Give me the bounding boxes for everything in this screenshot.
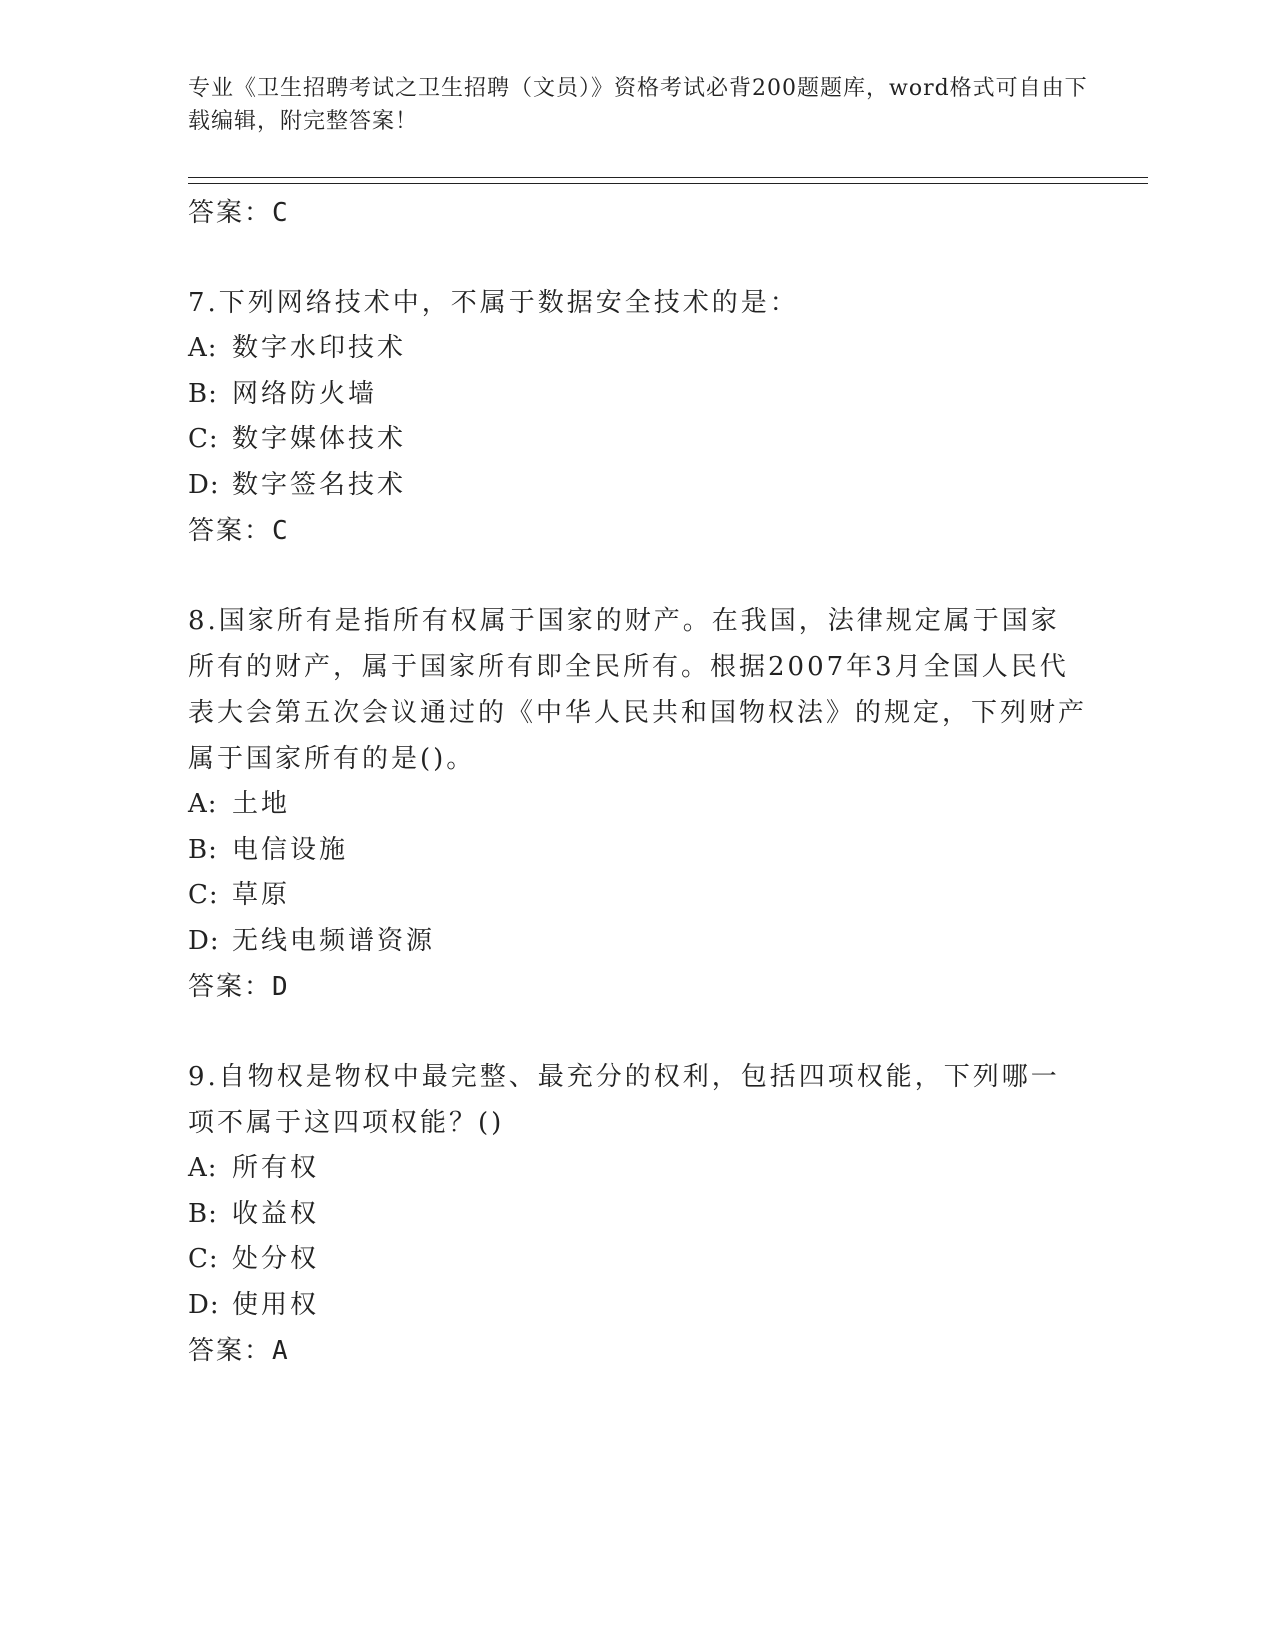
option-a xyxy=(188,782,1088,828)
option-text: 处分权 xyxy=(232,1244,320,1274)
option-key: C: xyxy=(188,1244,219,1274)
option-text: 电信设施 xyxy=(232,834,349,865)
answer-value: C xyxy=(272,198,290,228)
question-text: 8.国家所有是指所有权属于国家的财产。在我国，法律规定属于国家所有的财产，属于国家所有即全民所有。根据2007年3月全国人民代表大会第五次会议通过的《中华人民共和国物权法》的规定，下列财产属于国家所有的是()。 xyxy=(188,606,1088,774)
answer-value: D xyxy=(272,972,290,1002)
option-b xyxy=(188,1192,1088,1238)
option-c xyxy=(188,1237,1088,1283)
header-rule-bottom xyxy=(188,183,1148,184)
answer-value: C xyxy=(272,516,290,546)
option-text: 网络防火墙 xyxy=(232,378,378,409)
question-text: 9.自物权是物权中最完整、最充分的权利，包括四项权能，下列哪一项不属于这四项权能？() xyxy=(188,1062,1060,1138)
answer-label: 答案： xyxy=(188,198,273,228)
answer-line xyxy=(188,190,1088,236)
option-a xyxy=(188,1146,1088,1192)
option-key: D: xyxy=(188,469,220,500)
option-key: B: xyxy=(188,378,218,409)
question-8 xyxy=(188,598,1088,1010)
option-text: 数字媒体技术 xyxy=(232,424,407,454)
answer-value: A xyxy=(272,1336,290,1366)
document-header xyxy=(188,72,1088,138)
option-a xyxy=(188,326,1088,372)
option-key: B: xyxy=(188,1198,218,1229)
option-text: 收益权 xyxy=(232,1198,320,1229)
answer-line xyxy=(188,508,1088,554)
option-key: D: xyxy=(188,1289,220,1320)
header-rule-top xyxy=(188,177,1148,178)
option-key: A: xyxy=(188,1153,218,1183)
answer-label: 答案： xyxy=(188,972,273,1002)
option-key: A: xyxy=(188,333,218,363)
option-text: 数字水印技术 xyxy=(232,333,407,363)
option-text: 数字签名技术 xyxy=(232,469,407,500)
option-key: B: xyxy=(188,834,218,865)
answer-label: 答案： xyxy=(188,1336,273,1366)
option-text: 无线电频谱资源 xyxy=(232,925,436,956)
answer-label: 答案： xyxy=(188,516,273,546)
option-text: 草原 xyxy=(232,880,291,910)
option-key: C: xyxy=(188,880,219,910)
option-key: A: xyxy=(188,789,218,819)
option-text: 使用权 xyxy=(232,1289,320,1320)
answer-line xyxy=(188,964,1088,1010)
answer-line xyxy=(188,1328,1088,1374)
document-body xyxy=(188,190,1088,1374)
option-key: D: xyxy=(188,925,220,956)
option-key: C: xyxy=(188,424,219,454)
option-b xyxy=(188,828,1088,874)
option-text: 土地 xyxy=(232,789,291,819)
question-9 xyxy=(188,1054,1088,1374)
question-text: 7.下列网络技术中，不属于数据安全技术的是： xyxy=(188,288,799,318)
option-text: 所有权 xyxy=(232,1153,320,1183)
option-b xyxy=(188,372,1088,418)
option-d xyxy=(188,919,1088,965)
option-c xyxy=(188,417,1088,463)
option-d xyxy=(188,463,1088,509)
option-c xyxy=(188,873,1088,919)
header-title: 专业《卫生招聘考试之卫生招聘（文员）》资格考试必背200题题库，word格式可自由下载编辑，附完整答案！ xyxy=(188,76,1088,134)
question-7 xyxy=(188,280,1088,554)
option-d xyxy=(188,1283,1088,1329)
